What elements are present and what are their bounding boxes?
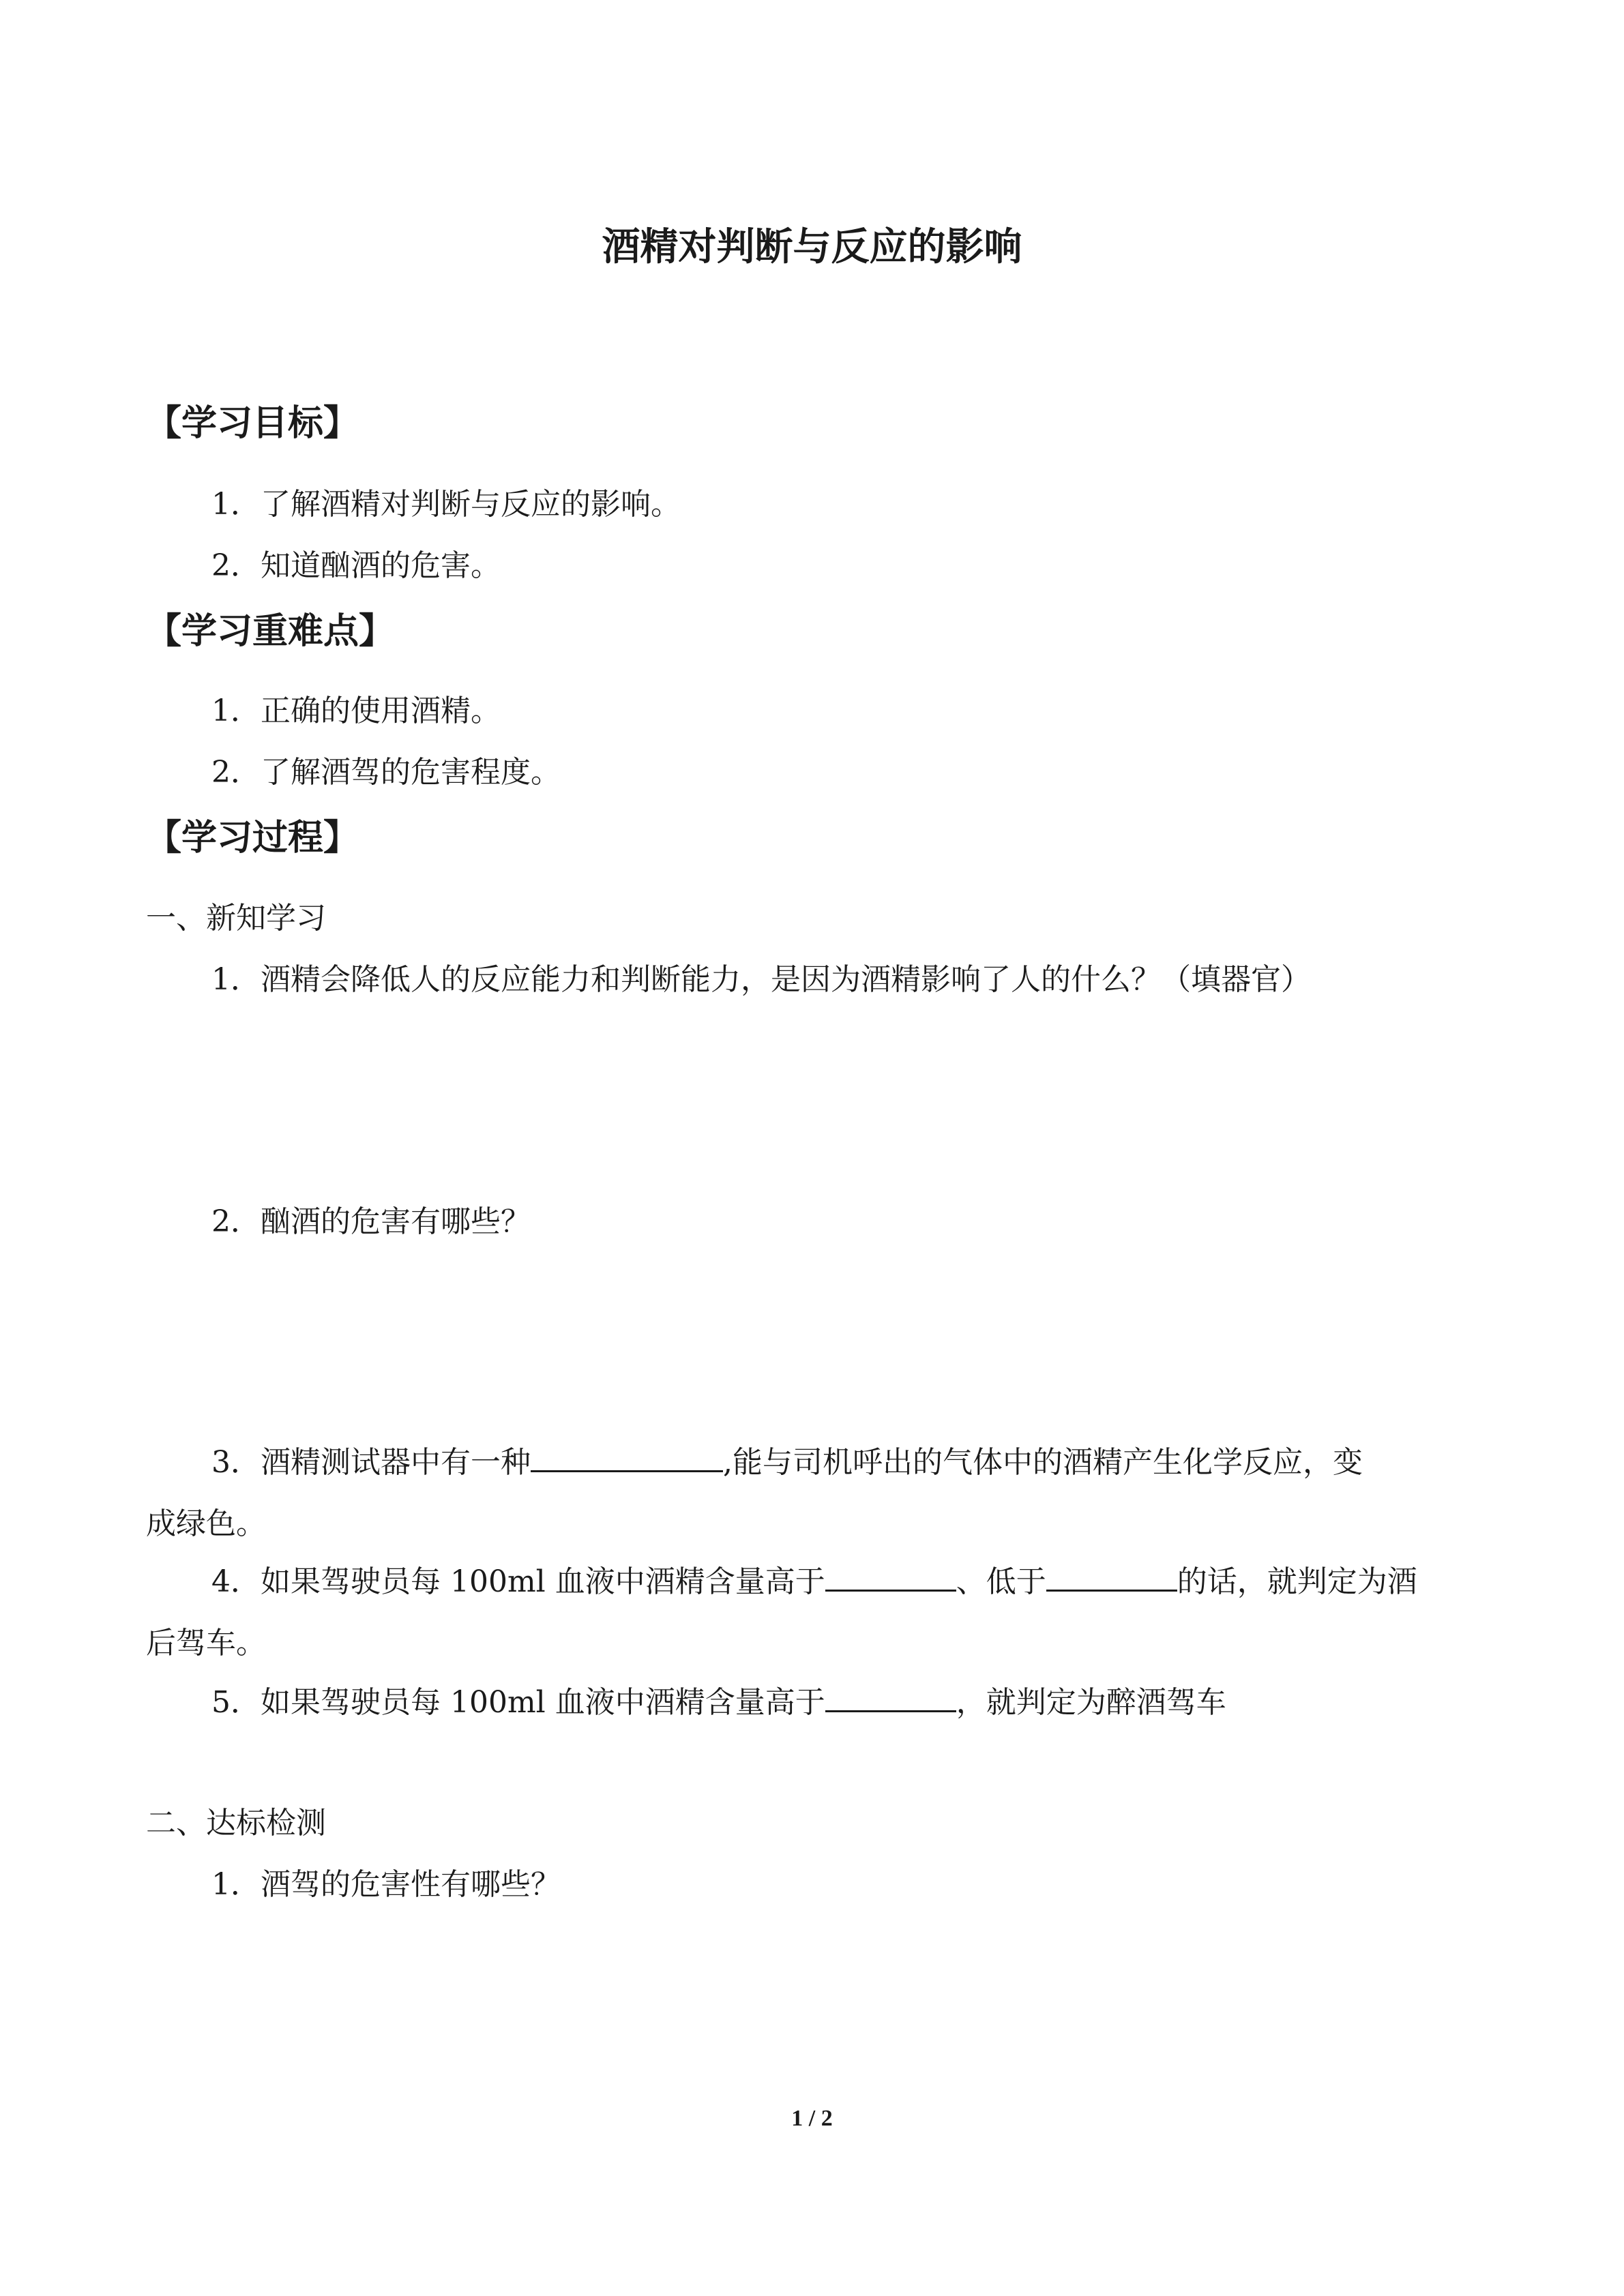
key-point-item-2: 2．了解酒驾的危害程度。 [211,755,561,790]
question-4-line-2: 后驾车。 [146,1626,266,1660]
question-4-text-c: 的话，就判定为酒 [1177,1564,1417,1599]
question-4-text-a: 4．如果驾驶员每 100ml 血液中酒精含量高于 [211,1564,825,1599]
question-1: 1．酒精会降低人的反应能力和判断能力，是因为酒精影响了人的什么？（填器官） [211,962,1311,997]
subsection-label-assessment: 二、达标检测 [146,1806,326,1840]
assessment-question-1: 1．酒驾的危害性有哪些？ [211,1867,561,1902]
goal-item-2: 2．知道酗酒的危害。 [211,548,501,583]
question-4-text-b: 、低于 [956,1564,1046,1599]
question-5-text-b: ，就判定为醉酒驾车 [956,1685,1226,1720]
question-4-line-1 [211,1557,1417,1600]
document-title: 酒精对判断与反应的影响 [602,225,1022,269]
page-number: 1 / 2 [791,2106,833,2131]
section-heading-goals: 【学习目标】 [146,403,359,444]
key-point-item-1: 1．正确的使用酒精。 [211,694,501,728]
question-3-line-2: 成绿色。 [146,1506,266,1541]
blank-reagent[interactable] [531,1443,723,1472]
question-3-text-a: 3．酒精测试器中有一种 [211,1445,531,1480]
subsection-label-new-knowledge: 一、新知学习 [146,901,326,936]
question-5-text-a: 5．如果驾驶员每 100ml 血液中酒精含量高于 [211,1685,825,1720]
blank-lower-limit[interactable] [825,1562,956,1592]
question-3-line-1 [211,1437,1363,1481]
question-2: 2．酗酒的危害有哪些？ [211,1204,531,1239]
blank-drunk-limit[interactable] [825,1683,956,1712]
question-5 [211,1678,1226,1721]
question-3-text-b: ,能与司机呼出的气体中的酒精产生化学反应，变 [723,1445,1363,1480]
section-heading-process: 【学习过程】 [146,818,359,859]
blank-upper-limit[interactable] [1046,1562,1177,1592]
goal-item-1: 1．了解酒精对判断与反应的影响。 [211,487,681,522]
section-heading-key-points: 【学习重难点】 [146,611,395,652]
